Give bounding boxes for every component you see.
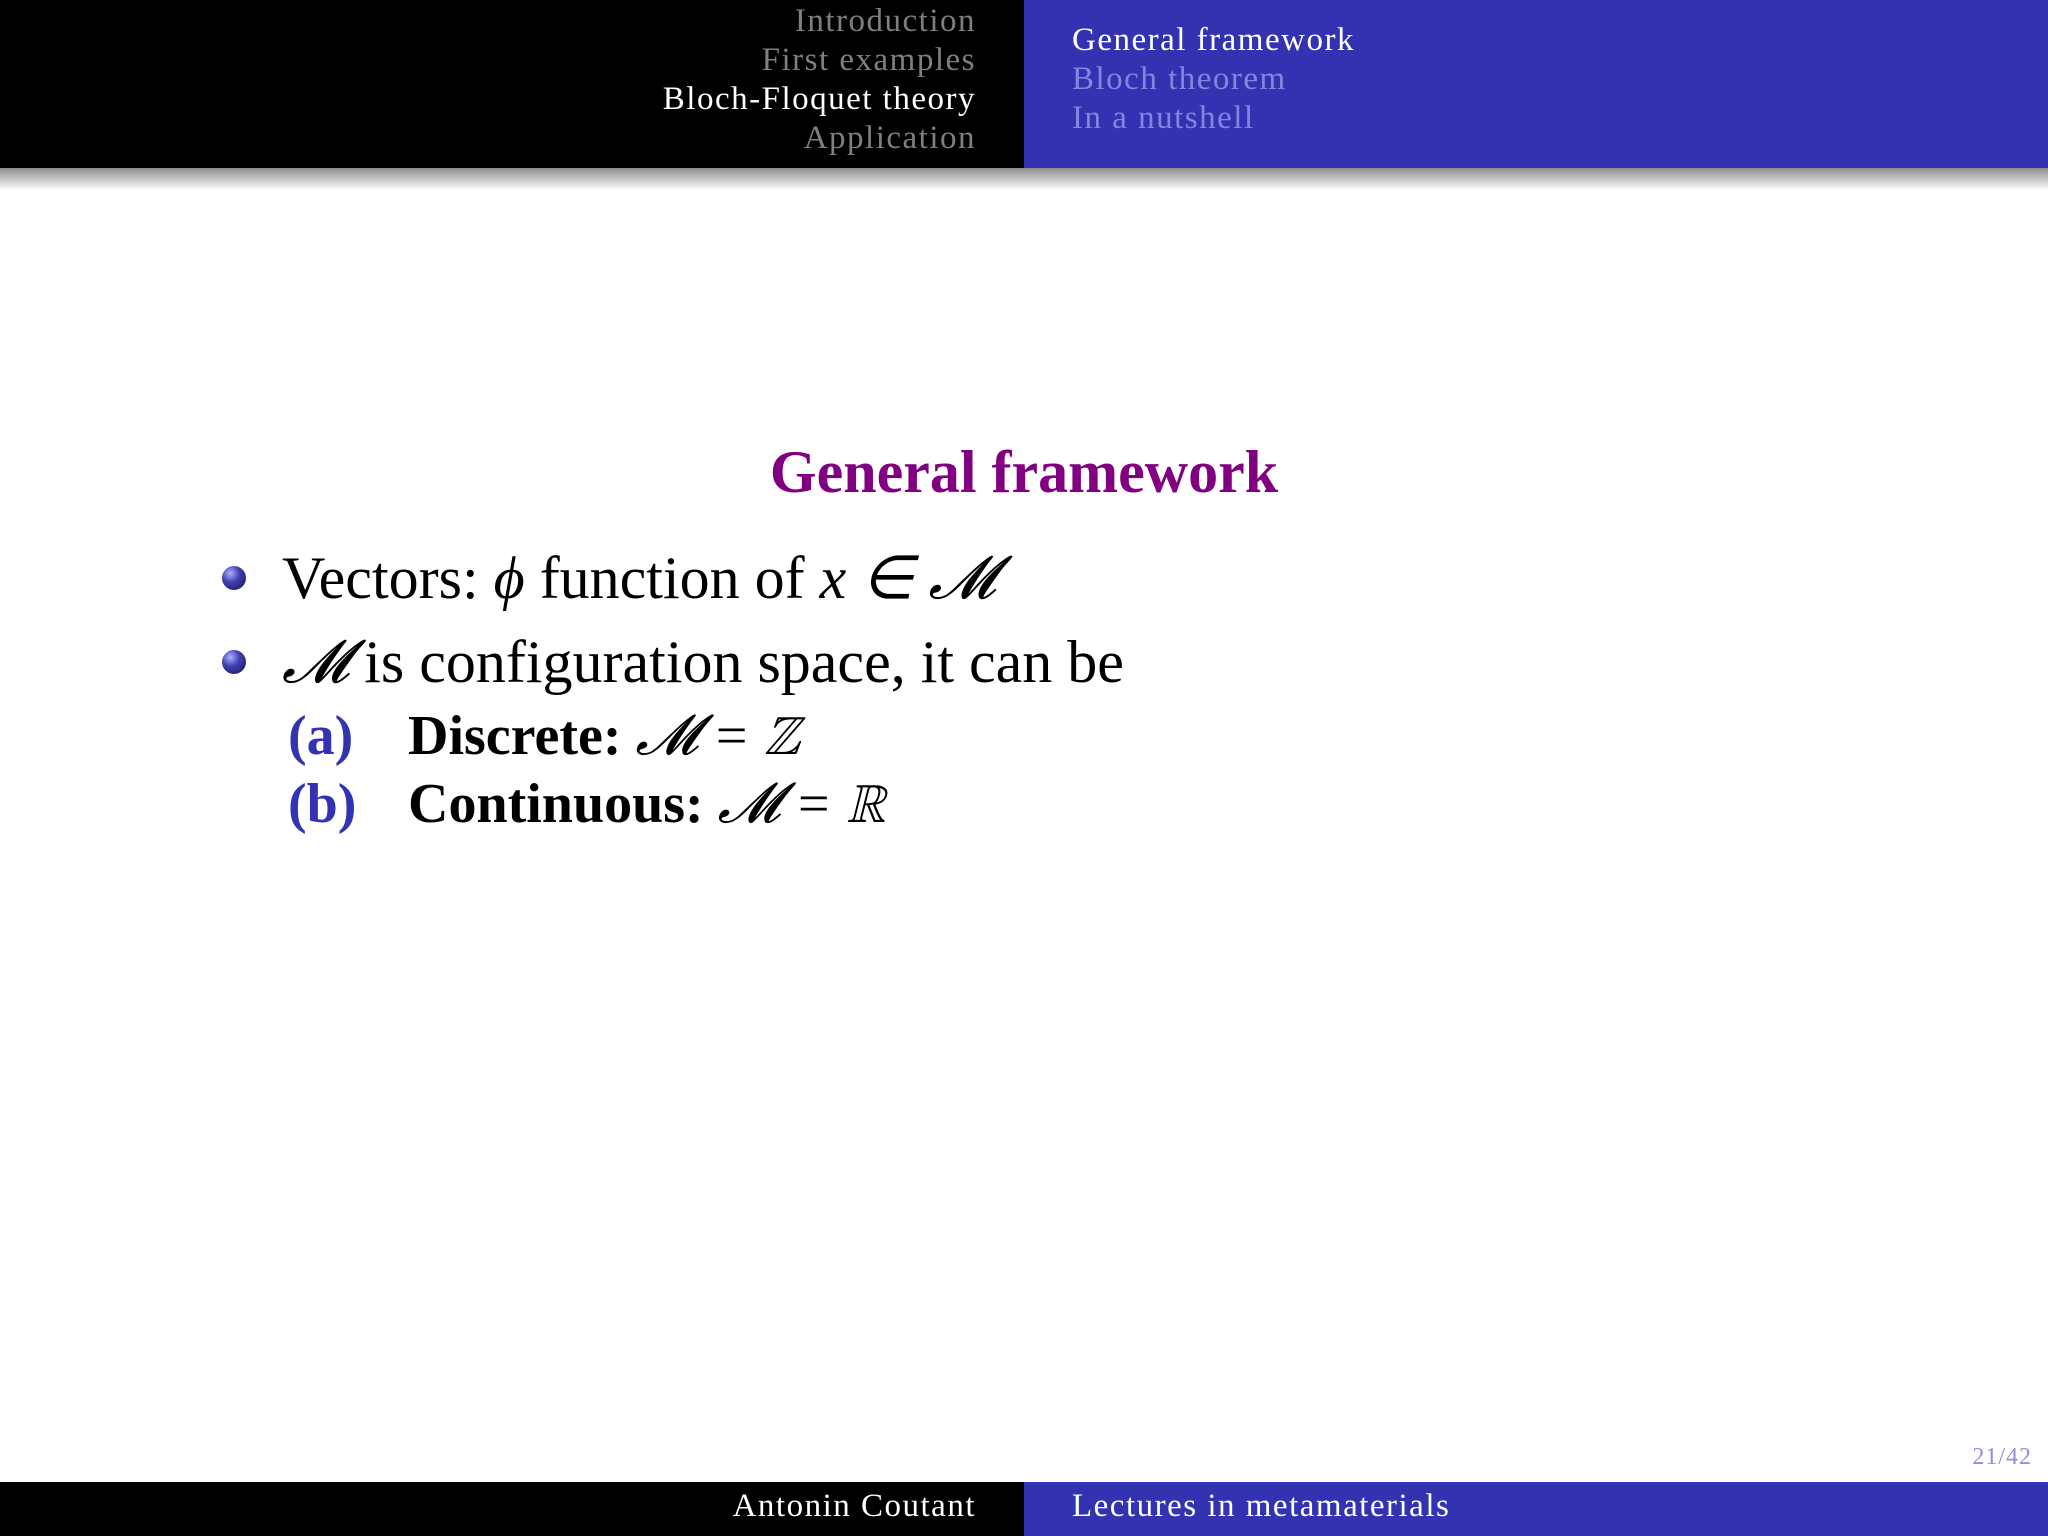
enum-label: (a) xyxy=(288,705,354,767)
enum-item-discrete xyxy=(288,702,886,770)
nav-subsection-in-a-nutshell[interactable]: In a nutshell xyxy=(1072,100,1255,136)
enum-item-continuous xyxy=(288,770,886,838)
math-x-in-m: x ∈ 𝓜 xyxy=(819,545,996,611)
enumeration-list xyxy=(288,702,886,838)
bullet-text-part: function of xyxy=(524,545,820,611)
enum-math: 𝓜 = ℝ xyxy=(717,772,886,835)
section-nav xyxy=(0,0,1024,168)
math-phi: ϕ xyxy=(493,545,525,611)
nav-section-first-examples[interactable]: First examples xyxy=(761,42,976,78)
nav-subsection-general-framework[interactable]: General framework xyxy=(1072,22,1355,58)
nav-section-application[interactable]: Application xyxy=(803,120,976,156)
footer-author: Antonin Coutant xyxy=(732,1488,976,1524)
bullet-text-part: is configuration space, it can be xyxy=(349,628,1124,695)
bullet-item-vectors xyxy=(222,536,1124,620)
enum-term: Discrete: xyxy=(408,704,622,767)
enum-text xyxy=(408,704,800,769)
page-number: 21/42 xyxy=(1972,1444,2032,1470)
nav-subsection-bloch-theorem[interactable]: Bloch theorem xyxy=(1072,61,1287,97)
enum-term: Continuous: xyxy=(408,772,704,835)
header-shadow xyxy=(0,168,2048,190)
section-list xyxy=(663,2,976,158)
bullet-list xyxy=(222,536,1124,704)
nav-section-introduction[interactable]: Introduction xyxy=(794,3,976,39)
subsection-nav xyxy=(1024,0,2048,168)
bullet-item-configuration-space xyxy=(222,620,1124,704)
footer-author-bar xyxy=(0,1482,1024,1536)
header-nav xyxy=(0,0,2048,168)
enum-text xyxy=(408,772,886,837)
footer-title-bar xyxy=(1024,1482,2048,1536)
footer-title: Lectures in metamaterials xyxy=(1072,1488,1451,1524)
nav-section-bloch-floquet-theory[interactable]: Bloch-Floquet theory xyxy=(662,81,976,117)
bullet-text xyxy=(282,628,1124,697)
bullet-text-part: Vectors: xyxy=(282,545,494,611)
bullet-text xyxy=(282,543,996,613)
frame-title: General framework xyxy=(769,439,1279,505)
enum-label: (b) xyxy=(288,773,357,835)
enum-math: 𝓜 = ℤ xyxy=(635,704,800,767)
bullet-ball-icon xyxy=(222,650,246,674)
subsection-list xyxy=(1072,21,1355,138)
math-m: 𝓜 xyxy=(282,628,350,695)
bullet-ball-icon xyxy=(222,566,246,590)
